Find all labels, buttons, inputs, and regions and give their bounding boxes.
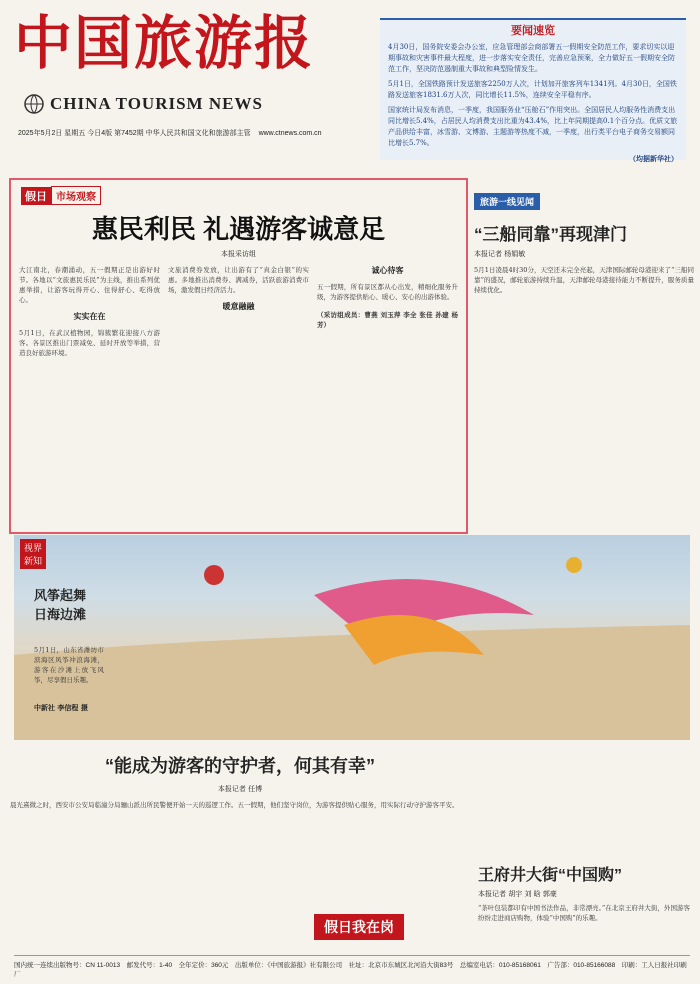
bottom-body: 晨光熹微之时，西安市公安局临潼分局骊山派出所民警便开始一天的巡逻工作。五一假期，他们坚守岗位，为游客提供贴心服务，用实际行动守护游客平安。 (10, 801, 459, 809)
lead-col1: 大江南北，春潮涌动，五一假期正是出游好时节。各地以“文旅惠民乐民”为主线，推出系列优惠举措，让游客玩得开心、住得舒心、吃得放心。 (19, 266, 160, 304)
wfj-body: “茶叶包装都印有中国书法作品，非常漂亮。”在北京王府井大街，外国游客纷纷走进商店购物，体验“中国购”的乐趣。 (478, 904, 690, 922)
globe-logo-icon (24, 94, 44, 114)
lead-sub3: 诚心待客 (371, 266, 404, 275)
news-brief-item: 5月1日，全国铁路预计发送旅客2250万人次，计划加开旅客列车1341列。4月30日，全国铁路发送旅客1831.6万人次，同比增长11.5%，连续安全平稳有序。 (388, 80, 677, 99)
lead-sub1: 实实在在 (73, 312, 106, 321)
sidebar-headline: “三船同靠”再现津门 (474, 225, 627, 244)
bottom-headline: “能成为游客的守护者，何其有幸” (105, 756, 375, 776)
sidebar-body: 5月1日凌晨4时30分，天空还未完全亮起，天津国际邮轮母港迎来了“三船同靠”的盛况，邮轮旅游持续升温，天津邮轮母港接待能力不断提升，服务质量持续优化。 (474, 266, 694, 294)
news-brief-item: 4月30日，国务院安委会办公室，应急管理部会商部署五一假期安全防范工作，要求切实以迎期事故和灾害事件最大程度，进一步落实安全责任，完善应急预案，全力做好五一假期安全防范工作，坚决防范遏制重大事故和典型险情发生。 (388, 43, 675, 73)
beach-kite-photo (14, 535, 690, 740)
holiday-on-duty-banner: 假日我在岗 (314, 914, 404, 940)
news-brief-item: 国家统计局发布消息，一季度，我国服务业“压舱石”作用突出。全国居民人均服务性消费支出同比增长5.4%，占居民人均消费支出比重为43.4%，比上年同期提高0.1个百分点。优质文旅产品供给丰富，冰雪游、文博游、主题游等热度不减，一季度，出行类平台电子商务交易额同比增长5.7%。 (388, 106, 678, 147)
lead-col1b: 5月1日，在武汉植物园，锦簇繁花迎接八方游客。各景区推出门票减免、延时开放等举措，营造良好旅游环境。 (19, 329, 160, 357)
masthead-title-cn: 中国旅游报 (14, 9, 315, 77)
sidebar-label: 旅游一线见闻 (474, 193, 540, 210)
footer: 国内统一连续出版物号：CN 11-0013 邮发代号：1-40 全年定价：360元 出版单位：《中国旅游报》社有限公司 社址：北京市东城区北河沿大街83号 总编室电话：010-85168061 广告部：010-85166088 印刷：工人日报社印刷厂 (14, 955, 690, 978)
photo-caption-title: 风筝起舞 日海边滩 (34, 588, 87, 622)
sidebar-story (474, 190, 694, 295)
photo-caption: 5月1日，山东省潍坊市滨海区风筝冲浪海滩，游客在沙滩上放飞风筝，尽享假日乐趣。 (34, 646, 104, 684)
bottom-byline: 本报记者 任博 (217, 785, 263, 793)
wfj-byline: 本报记者 胡宇 刘 晗 郭豪 (478, 890, 557, 898)
lead-col3: 五一假期，所有景区都从心出发，精细化服务升级，为游客提供贴心、暖心、安心的出游体验。 (317, 283, 458, 301)
website-link[interactable]: www.ctnews.com.cn (258, 130, 322, 137)
kicker-holiday: 假日 (21, 187, 51, 205)
lead-headline: 惠民利民 礼遇游客诚意足 (91, 214, 386, 244)
lead-story (9, 178, 468, 534)
masthead-title-en: CHINA TOURISM NEWS (50, 94, 263, 113)
dateline: 2025年5月2日 星期五 今日4版 第7452期 中华人民共和国文化和旅游部主管 (18, 130, 251, 137)
kite-scene-image (14, 535, 690, 740)
kicker-market: 市场观察 (51, 186, 101, 205)
news-brief-box (380, 18, 686, 163)
lead-byline: 本报采访组 (221, 250, 256, 258)
wfj-story (478, 862, 690, 923)
sidebar-byline: 本报记者 杨娟敏 (474, 250, 526, 258)
lead-credit: （采访组成员：曹燕 刘玉萍 李全 张佳 孙建 杨芳） (317, 311, 458, 329)
masthead (14, 8, 374, 148)
news-brief-source: （均据新华社） (629, 154, 678, 163)
lead-col2: 文旅消费券发放，让出游有了“真金白银”的实惠。多地推出消费券、满减券，活跃旅游消费市场，激发假日经济活力。 (168, 266, 309, 294)
photo-credit: 中新社 李信程 摄 (34, 703, 88, 712)
wfj-headline: 王府井大街“中国购” (478, 867, 623, 884)
news-brief-title: 要闻速览 (511, 25, 555, 37)
photo-tag: 视界 新知 (20, 539, 46, 569)
lead-sub2: 暖意融融 (222, 302, 255, 311)
